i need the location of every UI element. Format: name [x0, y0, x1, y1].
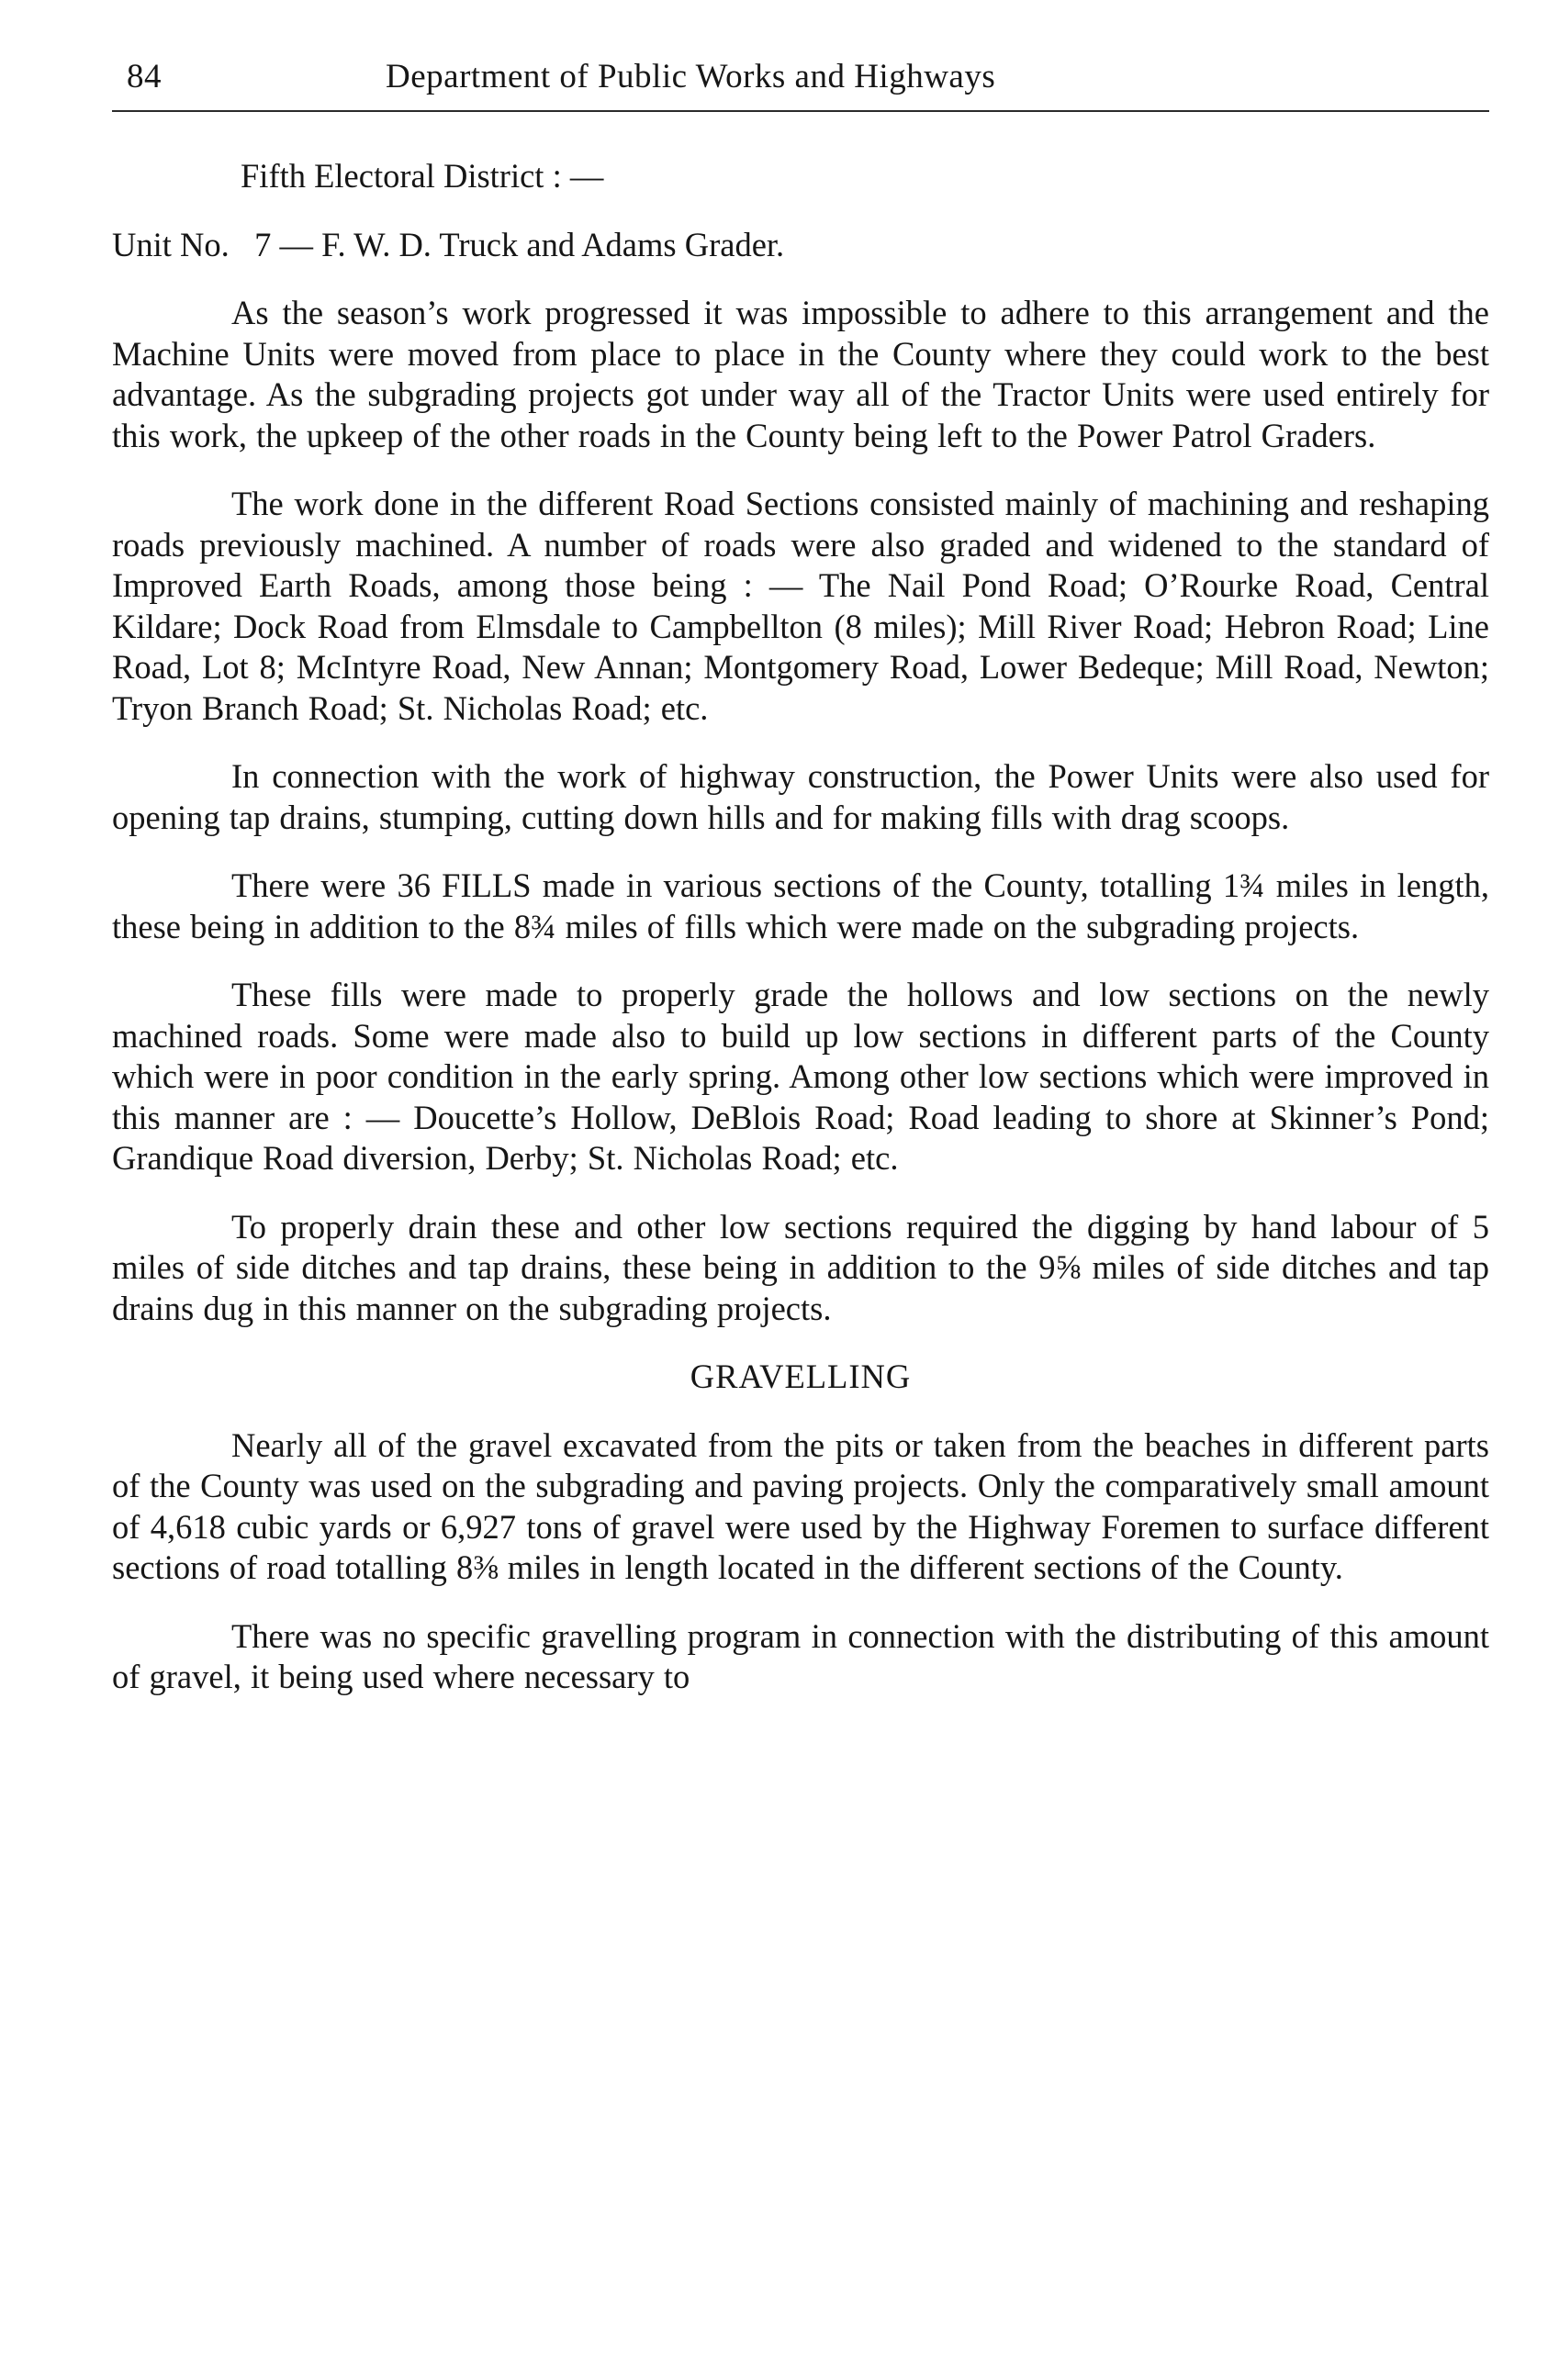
- paragraph-drainage: To properly drain these and other low sections required the digging by hand labour of 5 miles of side ditches and tap drains, these being in addition to the 9⅝ miles of side ditches and tap drains dug in this manner on the subgrading projects.: [112, 1207, 1489, 1327]
- paragraph-road-sections: The work done in the different Road Sections consisted mainly of machining and reshaping roads previously machined. A number of roads were also graded and widened to the standard of Improved Earth Roads, among those being : — The Nail Pond Road; O’Rourke Road, Central Kildare; Dock Road from Elmsdale to Campbellton (8 miles); Mill River Road; Hebron Road; Line Road, Lot 8; McIntyre Road, New Annan; Montgomery Road, Lower Bedeque; Mill Road, Newton; Tryon Branch Road; St. Nicholas Road; etc.: [112, 485, 1489, 727]
- unit-line: Unit No. 7 — F. W. D. Truck and Adams Grader.: [112, 225, 785, 263]
- paragraph-season-work: As the season’s work progressed it was impossible to adhere to this arrangement and the Machine Units were moved from place to place in the County where they could work to the best advantage. As the subgrading projects got under way all of the Tractor Units were used entirely for this work, the upkeep of the other roads in the County being left to the Power Patrol Graders.: [112, 294, 1489, 454]
- page-number: 84: [127, 58, 162, 95]
- running-header: [112, 53, 1489, 108]
- section-heading-gravelling: GRAVELLING: [690, 1358, 912, 1395]
- paragraph-gravel-usage: Nearly all of the gravel excavated from the pits or taken from the beaches in different parts of the County was used on the subgrading and paving projects. Only the comparatively small amount of 4,618 cubic yards or 6,927 tons of gravel were used by the Highway Foremen to surface different sections of road totalling 8⅜ miles in length located in the different sections of the County.: [112, 1425, 1489, 1586]
- paragraph-gravel-program: There was no specific gravelling program in connection with the distributing of this amount of gravel, it being used where necessary to: [112, 1616, 1489, 1695]
- header-rule: [112, 110, 1489, 112]
- running-title: Department of Public Works and Highways: [386, 58, 996, 95]
- paragraph-power-units: In connection with the work of highway construction, the Power Units were also used for opening tap drains, stumping, cutting down hills and for making fills with drag scoops.: [112, 757, 1489, 836]
- paragraph-fills: There were 36 FILLS made in various sections of the County, totalling 1¾ miles in length, these being in addition to the 8¾ miles of fills which were made on the subgrading projects.: [112, 866, 1489, 945]
- district-heading: Fifth Electoral District : —: [241, 157, 604, 195]
- paragraph-low-sections: These fills were made to properly grade the hollows and low sections on the newly machined roads. Some were made also to build up low sections in different parts of the County which were in poor condition in the early spring. Among other low sections which were improved in this manner are : — Doucette’s Hollow, DeBlois Road; Road leading to shore at Skinner’s Pond; Grandique Road diversion, Derby; St. Nicholas Road; etc.: [112, 976, 1489, 1177]
- body-text: [112, 156, 1489, 1726]
